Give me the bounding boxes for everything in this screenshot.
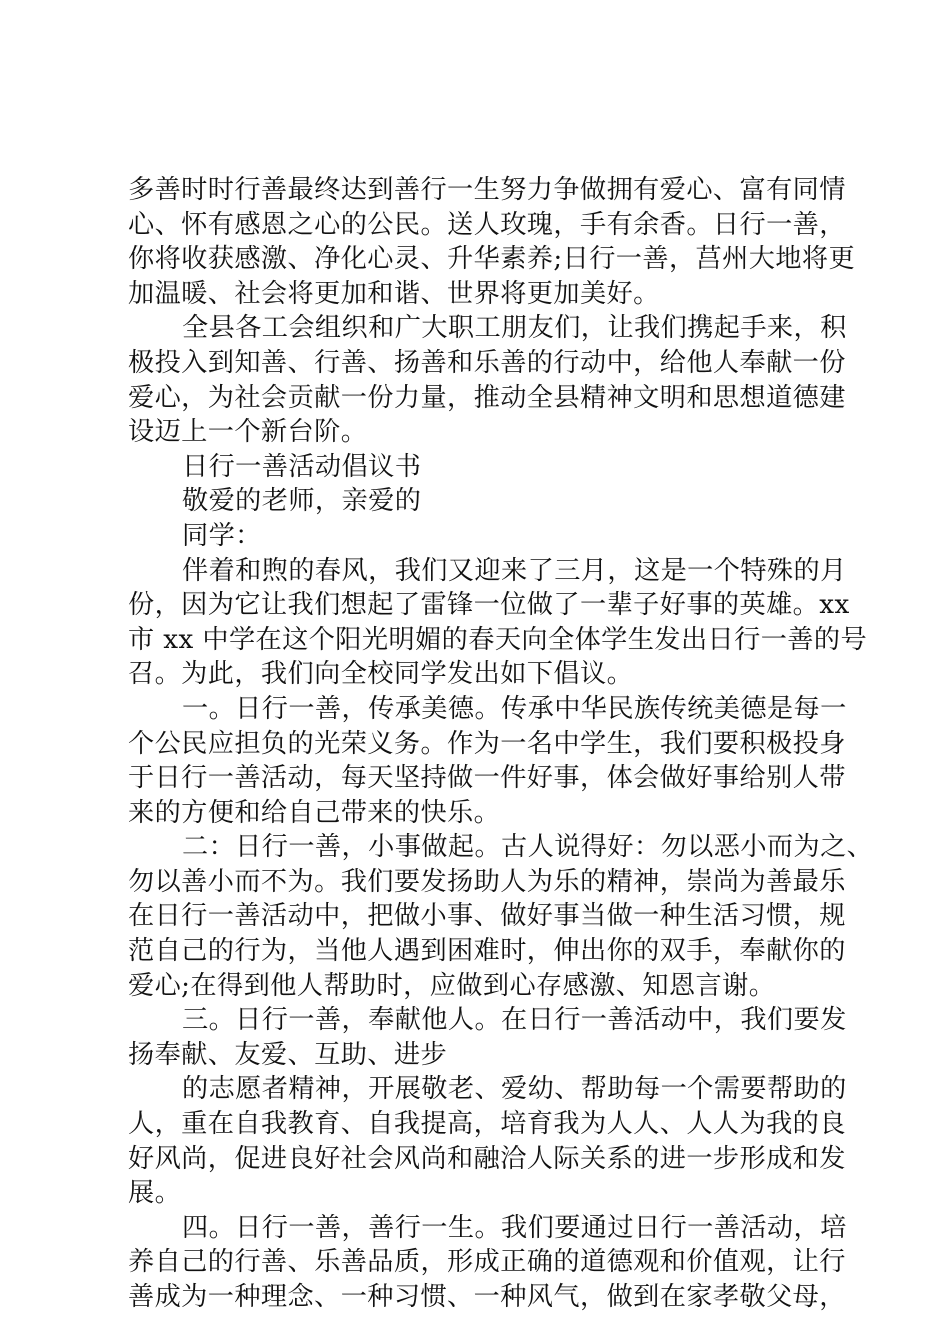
text-line: 三。日行一善，奉献他人。在日行一善活动中，我们要发 (182, 1005, 847, 1036)
text-line: 养自己的行善、乐善品质，形成正确的道德观和价值观，让行 (128, 1247, 846, 1278)
text-line: 于日行一善活动，每天坚持做一件好事，体会做好事给别人带 (128, 763, 846, 794)
text-line: 同学： (182, 520, 262, 551)
text-line: 二：日行一善，小事做起。古人说得好：勿以恶小而为之、 (182, 832, 874, 863)
text-line: 加温暖、社会将更加和谐、世界将更加美好。 (128, 278, 660, 309)
text-line: 人，重在自我教育、自我提高，培育我为人人、人人为我的良 (128, 1109, 846, 1140)
text-line: 爱心;在得到他人帮助时，应做到心存感激、知恩言谢。 (128, 970, 776, 1001)
text-line: 来的方便和给自己带来的快乐。 (128, 797, 501, 828)
text-line: 好风尚，促进良好社会风尚和融洽人际关系的进一步形成和发 (128, 1143, 846, 1174)
text-line: 四。日行一善，善行一生。我们要通过日行一善活动，培 (182, 1212, 847, 1243)
text-line: 极投入到知善、行善、扬善和乐善的行动中，给他人奉献一份 (128, 347, 846, 378)
text-line: 多善时时行善最终达到善行一生努力争做拥有爱心、富有同情 (128, 175, 846, 205)
text-line: 市 xx 中学在这个阳光明媚的春天向全体学生发出日行一善的号 (128, 624, 868, 655)
text-line: 在日行一善活动中，把做小事、做好事当做一种生活习惯，规 (128, 901, 846, 932)
text-line: 范自己的行为，当他人遇到困难时，伸出你的双手，奉献你的 (128, 936, 846, 967)
text-line: 你将收获感激、净化心灵、升华素养;日行一善，莒州大地将更 (128, 244, 856, 275)
text-line: 勿以善小而不为。我们要发扬助人为乐的精神，崇尚为善最乐 (128, 866, 846, 897)
text-line: 召。为此，我们向全校同学发出如下倡议。 (128, 659, 634, 690)
text-line: 扬奉献、友爱、互助、进步 (128, 1039, 448, 1070)
text-line: 伴着和煦的春风，我们又迎来了三月，这是一个特殊的月 (182, 555, 847, 586)
text-line: 份，因为它让我们想起了雷锋一位做了一辈子好事的英雄。xx (128, 590, 850, 621)
text-line: 展。 (128, 1178, 182, 1209)
text-line: 日行一善活动倡议书 (182, 451, 422, 482)
text-line: 的志愿者精神，开展敬老、爱幼、帮助每一个需要帮助的 (182, 1074, 847, 1105)
text-line: 全县各工会组织和广大职工朋友们，让我们携起手来，积 (182, 313, 847, 344)
text-line: 个公民应担负的光荣义务。作为一名中学生，我们要积极投身 (128, 728, 846, 759)
text-line: 爱心，为社会贡献一份力量，推动全县精神文明和思想道德建 (128, 382, 846, 413)
text-line: 善成为一种理念、一种习惯、一种风气，做到在家孝敬父母， (128, 1282, 846, 1312)
text-line: 敬爱的老师，亲爱的 (182, 486, 422, 517)
text-line: 心、怀有感恩之心的公民。送人玫瑰，手有余香。日行一善， (128, 209, 846, 240)
document-body (128, 173, 874, 1315)
text-line: 设迈上一个新台阶。 (128, 417, 368, 448)
text-line: 一。日行一善，传承美德。传承中华民族传统美德是每一 (182, 693, 847, 724)
